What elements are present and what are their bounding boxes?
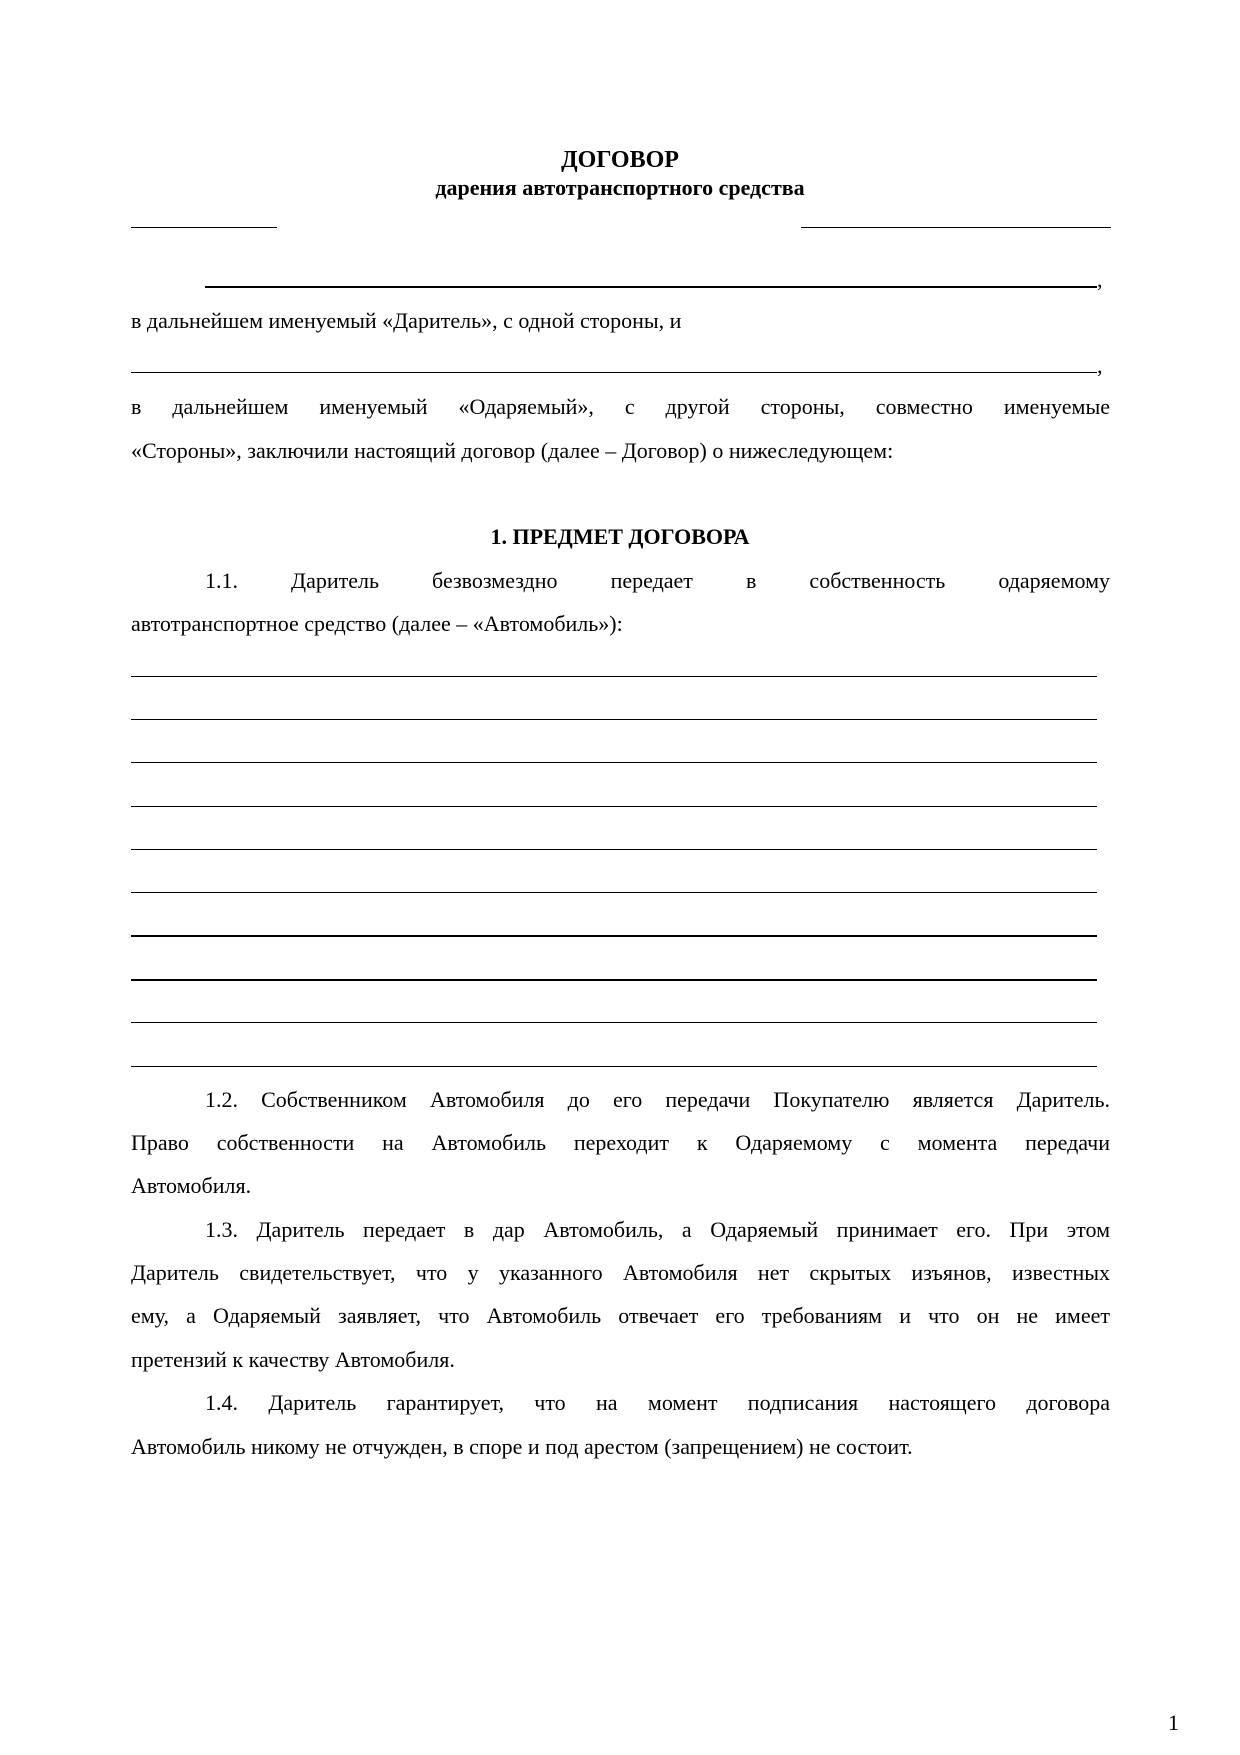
clause-1-2-line-2: Право собственности на Автомобиль переходит к Одаряемому с момента передачи	[131, 1130, 1110, 1155]
clause-1-4-line-1: 1.4. Даритель гарантирует, что на момент подписания настоящего договора	[205, 1390, 1110, 1415]
clause-1-2-line-1: 1.2. Собственником Автомобиля до его передачи Покупателю является Даритель.	[205, 1087, 1110, 1112]
clause-1-3-line-1: 1.3. Даритель передает в дар Автомобиль, а Одаряемый принимает его. При этом	[205, 1217, 1110, 1242]
blank-line	[131, 979, 1097, 981]
clause-1-4-line-2: Автомобиль никому не отчужден, в споре и под арестом (запрещением) не состоит.	[131, 1434, 913, 1459]
document-title: ДОГОВОР	[561, 147, 679, 173]
clause-1-3-line-4: претензий к качеству Автомобиля.	[131, 1347, 455, 1372]
clause-1-1-line-2: автотранспортное средство (далее – «Автомобиль»):	[131, 611, 623, 636]
blank-line	[131, 849, 1097, 850]
blank-line	[131, 676, 1097, 677]
donee-description-line-2: «Стороны», заключили настоящий договор (далее – Договор) о нижеследующем:	[131, 438, 894, 463]
date-blank-line	[801, 227, 1111, 228]
blank-line	[131, 806, 1097, 807]
clause-1-3-line-2: Даритель свидетельствует, что у указанного Автомобиля нет скрытых изъянов, известных	[131, 1260, 1110, 1285]
donor-description: в дальнейшем именуемый «Даритель», с одной стороны, и	[131, 308, 682, 333]
donor-name-blank-line	[205, 286, 1097, 288]
clause-1-1-line-1: 1.1. Даритель безвозмездно передает в собственность одаряемому	[205, 568, 1110, 593]
donee-name-blank-line	[131, 372, 1097, 373]
blank-line	[131, 892, 1097, 893]
blank-line	[131, 1022, 1097, 1023]
donee-comma: ,	[1097, 353, 1103, 378]
donor-comma: ,	[1097, 267, 1103, 292]
clause-1-2-line-3: Автомобиля.	[131, 1173, 252, 1198]
blank-line	[131, 719, 1097, 720]
clause-1-3-line-3: ему, а Одаряемый заявляет, что Автомобиль отвечает его требованиям и что он не имеет	[131, 1303, 1110, 1328]
document-subtitle: дарения автотранспортного средства	[435, 175, 805, 200]
blank-line	[131, 1066, 1097, 1067]
donee-description-line-1: в дальнейшем именуемый «Одаряемый», с другой стороны, совместно именуемые	[131, 394, 1110, 419]
blank-line	[131, 935, 1097, 937]
page-number: 1	[1168, 1710, 1179, 1735]
place-blank-line	[131, 227, 277, 228]
blank-line	[131, 762, 1097, 763]
section-1-heading: 1. ПРЕДМЕТ ДОГОВОРА	[490, 524, 750, 549]
